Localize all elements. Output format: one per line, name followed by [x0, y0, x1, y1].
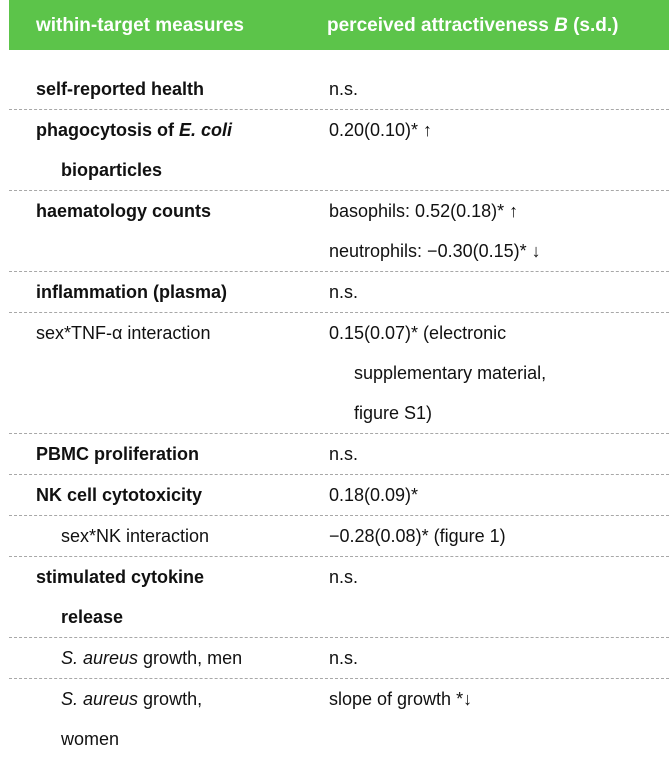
row-value: [329, 679, 659, 719]
measure-label: [36, 638, 306, 678]
value-label: 0.18(0.09)*: [329, 485, 419, 505]
row-measure: [36, 434, 306, 474]
value-label: figure S1): [354, 403, 433, 423]
results-table: [9, 0, 669, 759]
measure-label: PBMC proliferation: [36, 444, 200, 464]
row-measure: [36, 679, 306, 759]
measure-label: haematology counts: [36, 201, 212, 221]
row-value: [329, 434, 659, 474]
measure-label: [36, 110, 306, 150]
measure-label: self-reported health: [36, 79, 205, 99]
measure-label-continued: women: [61, 729, 120, 749]
value-label: 0.20(0.10)* ↑: [329, 120, 433, 140]
row-value: [329, 475, 659, 515]
table-row: [9, 516, 669, 557]
value-label: −0.28(0.08)* (figure 1): [329, 526, 506, 546]
table-row: [9, 475, 669, 516]
measure-label: sex*NK interaction: [61, 526, 210, 546]
measure-label: stimulated cytokine: [36, 567, 205, 587]
measure-label: sex*TNF-α interaction: [36, 323, 211, 343]
row-value: [329, 516, 659, 556]
header-attractiveness-suffix: (s.d.): [567, 15, 619, 36]
measure-label-continued: release: [61, 607, 124, 627]
table-row: [9, 191, 669, 272]
row-value: [329, 69, 659, 109]
row-measure: [36, 557, 306, 637]
value-label: neutrophils: −0.30(0.15)* ↓: [329, 241, 541, 261]
measure-label-continued: bioparticles: [61, 160, 163, 180]
measure-label: [36, 679, 306, 719]
value-label: n.s.: [329, 444, 359, 464]
table-header: [9, 0, 669, 50]
row-measure: [36, 313, 306, 353]
value-label: basophils: 0.52(0.18)* ↑: [329, 201, 519, 221]
value-label: 0.15(0.07)* (electronic: [329, 323, 507, 343]
header-attractiveness-prefix: perceived attractiveness: [327, 15, 555, 36]
measure-label-suffix: growth,: [138, 689, 203, 709]
table-row: [9, 110, 669, 191]
value-label: n.s.: [329, 282, 359, 302]
header-measures: within-target measures: [36, 15, 244, 36]
table-row: [9, 313, 669, 434]
table-row: [9, 434, 669, 475]
row-measure: [36, 110, 306, 190]
measure-label-suffix: growth, men: [138, 648, 243, 668]
value-label: n.s.: [329, 648, 359, 668]
row-measure: [36, 272, 306, 312]
header-b-symbol: B: [554, 15, 568, 36]
table-row: [9, 679, 669, 759]
row-measure: [36, 69, 306, 109]
row-value: [329, 557, 659, 597]
row-measure: [36, 638, 306, 678]
value-label: slope of growth *↓: [329, 689, 473, 709]
measure-label: NK cell cytotoxicity: [36, 485, 203, 505]
value-label: n.s.: [329, 79, 359, 99]
header-spacer: [9, 50, 669, 69]
row-measure: [36, 475, 306, 515]
table-row: [9, 69, 669, 110]
measure-label-prefix: phagocytosis of: [36, 120, 180, 140]
measure-label-italic: E. coli: [179, 120, 233, 140]
measure-label: inflammation (plasma): [36, 282, 228, 302]
table-row: [9, 272, 669, 313]
header-attractiveness: [327, 15, 618, 37]
row-value: [329, 110, 659, 150]
value-label: supplementary material,: [354, 363, 547, 383]
table-row: [9, 638, 669, 679]
row-value: [329, 191, 659, 271]
row-value: [329, 272, 659, 312]
measure-label-italic: S. aureus: [61, 689, 139, 709]
value-label: n.s.: [329, 567, 359, 587]
row-value: [329, 638, 659, 678]
measure-label-italic: S. aureus: [61, 648, 139, 668]
row-measure: [36, 516, 306, 556]
row-measure: [36, 191, 306, 231]
table-row: [9, 557, 669, 638]
row-value: [329, 313, 659, 433]
